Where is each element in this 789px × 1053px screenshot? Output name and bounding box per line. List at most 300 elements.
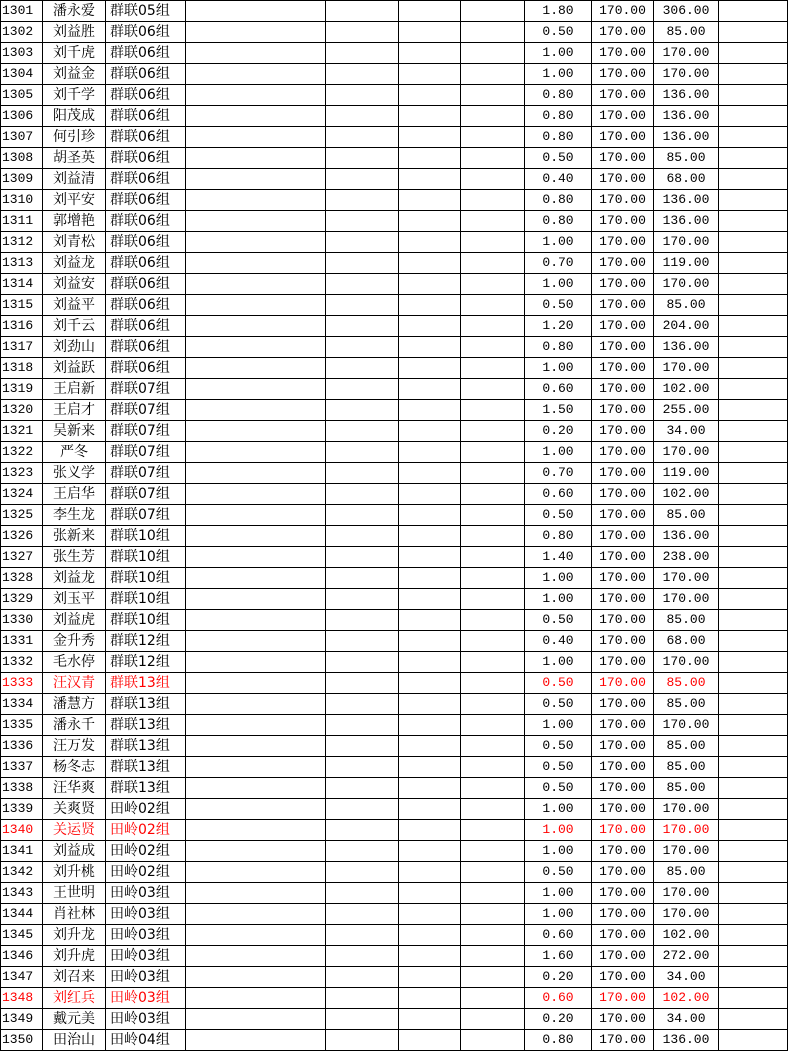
empty-cell — [719, 190, 788, 211]
amount-cell: 170.00 — [654, 652, 719, 673]
village-group-cell: 群联05组 — [106, 1, 186, 22]
empty-cell — [461, 799, 525, 820]
village-group-cell: 群联13组 — [106, 736, 186, 757]
empty-cell — [186, 169, 326, 190]
amount-cell: 85.00 — [654, 295, 719, 316]
empty-cell — [326, 715, 399, 736]
empty-cell — [461, 736, 525, 757]
empty-cell — [461, 211, 525, 232]
empty-cell — [186, 946, 326, 967]
empty-cell — [719, 526, 788, 547]
empty-cell — [186, 316, 326, 337]
empty-cell — [186, 442, 326, 463]
empty-cell — [186, 610, 326, 631]
empty-cell — [461, 1009, 525, 1030]
empty-cell — [326, 925, 399, 946]
empty-cell — [326, 883, 399, 904]
empty-cell — [186, 526, 326, 547]
empty-cell — [186, 127, 326, 148]
empty-cell — [461, 106, 525, 127]
unit-price-cell: 170.00 — [592, 232, 654, 253]
empty-cell — [461, 652, 525, 673]
empty-cell — [399, 862, 461, 883]
table-row — [1, 652, 788, 673]
amount-cell: 238.00 — [654, 547, 719, 568]
unit-price-cell: 170.00 — [592, 1009, 654, 1030]
amount-cell: 85.00 — [654, 862, 719, 883]
empty-cell — [399, 421, 461, 442]
empty-cell — [461, 232, 525, 253]
table-row — [1, 610, 788, 631]
empty-cell — [461, 757, 525, 778]
table-row — [1, 547, 788, 568]
empty-cell — [461, 925, 525, 946]
area-cell: 1.20 — [525, 316, 592, 337]
unit-price-cell: 170.00 — [592, 1030, 654, 1051]
empty-cell — [326, 337, 399, 358]
unit-price-cell: 170.00 — [592, 274, 654, 295]
village-group-cell: 田岭02组 — [106, 820, 186, 841]
person-name-cell: 刘益虎 — [43, 610, 106, 631]
table-row — [1, 400, 788, 421]
empty-cell — [399, 820, 461, 841]
empty-cell — [186, 484, 326, 505]
empty-cell — [186, 1030, 326, 1051]
amount-cell: 170.00 — [654, 43, 719, 64]
empty-cell — [399, 1009, 461, 1030]
empty-cell — [461, 904, 525, 925]
person-name-cell: 郭增艳 — [43, 211, 106, 232]
row-number-cell: 1350 — [1, 1030, 43, 1051]
empty-cell — [719, 337, 788, 358]
person-name-cell: 刘青松 — [43, 232, 106, 253]
empty-cell — [461, 589, 525, 610]
area-cell: 0.20 — [525, 1009, 592, 1030]
amount-cell: 170.00 — [654, 715, 719, 736]
empty-cell — [186, 778, 326, 799]
empty-cell — [186, 631, 326, 652]
area-cell: 0.50 — [525, 862, 592, 883]
table-row — [1, 904, 788, 925]
unit-price-cell: 170.00 — [592, 253, 654, 274]
area-cell: 0.50 — [525, 694, 592, 715]
row-number-cell: 1331 — [1, 631, 43, 652]
empty-cell — [326, 946, 399, 967]
row-number-cell: 1334 — [1, 694, 43, 715]
amount-cell: 102.00 — [654, 988, 719, 1009]
empty-cell — [399, 232, 461, 253]
person-name-cell: 戴元美 — [43, 1009, 106, 1030]
empty-cell — [719, 232, 788, 253]
area-cell: 0.60 — [525, 484, 592, 505]
unit-price-cell: 170.00 — [592, 442, 654, 463]
person-name-cell: 刘益平 — [43, 295, 106, 316]
empty-cell — [186, 925, 326, 946]
person-name-cell: 刘益胜 — [43, 22, 106, 43]
empty-cell — [719, 484, 788, 505]
area-cell: 1.00 — [525, 274, 592, 295]
unit-price-cell: 170.00 — [592, 400, 654, 421]
table-row — [1, 463, 788, 484]
row-number-cell: 1329 — [1, 589, 43, 610]
row-number-cell: 1341 — [1, 841, 43, 862]
row-number-cell: 1335 — [1, 715, 43, 736]
person-name-cell: 刘玉平 — [43, 589, 106, 610]
empty-cell — [186, 421, 326, 442]
empty-cell — [461, 463, 525, 484]
empty-cell — [186, 715, 326, 736]
row-number-cell: 1336 — [1, 736, 43, 757]
table-row — [1, 673, 788, 694]
empty-cell — [186, 253, 326, 274]
unit-price-cell: 170.00 — [592, 85, 654, 106]
table-row — [1, 379, 788, 400]
amount-cell: 85.00 — [654, 673, 719, 694]
village-group-cell: 群联06组 — [106, 316, 186, 337]
empty-cell — [719, 358, 788, 379]
amount-cell: 102.00 — [654, 484, 719, 505]
person-name-cell: 刘益龙 — [43, 568, 106, 589]
person-name-cell: 刘平安 — [43, 190, 106, 211]
village-group-cell: 群联07组 — [106, 505, 186, 526]
empty-cell — [719, 127, 788, 148]
unit-price-cell: 170.00 — [592, 946, 654, 967]
village-group-cell: 田岭04组 — [106, 1030, 186, 1051]
table-row — [1, 253, 788, 274]
empty-cell — [186, 799, 326, 820]
empty-cell — [461, 64, 525, 85]
unit-price-cell: 170.00 — [592, 379, 654, 400]
area-cell: 0.20 — [525, 421, 592, 442]
row-number-cell: 1319 — [1, 379, 43, 400]
empty-cell — [186, 988, 326, 1009]
area-cell: 0.50 — [525, 610, 592, 631]
empty-cell — [399, 43, 461, 64]
area-cell: 0.50 — [525, 22, 592, 43]
village-group-cell: 群联13组 — [106, 715, 186, 736]
empty-cell — [399, 1030, 461, 1051]
village-group-cell: 田岭03组 — [106, 925, 186, 946]
village-group-cell: 田岭03组 — [106, 1009, 186, 1030]
person-name-cell: 关运贤 — [43, 820, 106, 841]
person-name-cell: 刘劲山 — [43, 337, 106, 358]
unit-price-cell: 170.00 — [592, 463, 654, 484]
unit-price-cell: 170.00 — [592, 547, 654, 568]
empty-cell — [399, 736, 461, 757]
empty-cell — [399, 631, 461, 652]
table-row — [1, 946, 788, 967]
amount-cell: 136.00 — [654, 190, 719, 211]
row-number-cell: 1301 — [1, 1, 43, 22]
person-name-cell: 阳茂成 — [43, 106, 106, 127]
area-cell: 0.70 — [525, 253, 592, 274]
row-number-cell: 1343 — [1, 883, 43, 904]
amount-cell: 136.00 — [654, 526, 719, 547]
area-cell: 1.00 — [525, 43, 592, 64]
empty-cell — [399, 169, 461, 190]
empty-cell — [719, 820, 788, 841]
unit-price-cell: 170.00 — [592, 421, 654, 442]
empty-cell — [461, 421, 525, 442]
area-cell: 0.80 — [525, 526, 592, 547]
empty-cell — [719, 568, 788, 589]
empty-cell — [186, 736, 326, 757]
empty-cell — [186, 211, 326, 232]
person-name-cell: 何引珍 — [43, 127, 106, 148]
area-cell: 0.50 — [525, 757, 592, 778]
village-group-cell: 田岭03组 — [106, 883, 186, 904]
person-name-cell: 李生龙 — [43, 505, 106, 526]
row-number-cell: 1323 — [1, 463, 43, 484]
row-number-cell: 1324 — [1, 484, 43, 505]
unit-price-cell: 170.00 — [592, 883, 654, 904]
empty-cell — [326, 736, 399, 757]
row-number-cell: 1325 — [1, 505, 43, 526]
row-number-cell: 1347 — [1, 967, 43, 988]
table-row — [1, 22, 788, 43]
empty-cell — [186, 400, 326, 421]
empty-cell — [719, 253, 788, 274]
person-name-cell: 毛水停 — [43, 652, 106, 673]
village-group-cell: 群联07组 — [106, 442, 186, 463]
person-name-cell: 刘红兵 — [43, 988, 106, 1009]
amount-cell: 170.00 — [654, 568, 719, 589]
village-group-cell: 田岭03组 — [106, 904, 186, 925]
empty-cell — [461, 694, 525, 715]
amount-cell: 306.00 — [654, 1, 719, 22]
empty-cell — [719, 778, 788, 799]
table-body — [1, 1, 788, 1051]
empty-cell — [326, 652, 399, 673]
row-number-cell: 1322 — [1, 442, 43, 463]
row-number-cell: 1344 — [1, 904, 43, 925]
table-row — [1, 337, 788, 358]
village-group-cell: 群联13组 — [106, 694, 186, 715]
village-group-cell: 群联12组 — [106, 631, 186, 652]
empty-cell — [719, 652, 788, 673]
unit-price-cell: 170.00 — [592, 316, 654, 337]
area-cell: 0.80 — [525, 106, 592, 127]
empty-cell — [326, 904, 399, 925]
area-cell: 1.50 — [525, 400, 592, 421]
row-number-cell: 1320 — [1, 400, 43, 421]
area-cell: 1.00 — [525, 883, 592, 904]
person-name-cell: 金升秀 — [43, 631, 106, 652]
empty-cell — [399, 568, 461, 589]
amount-cell: 136.00 — [654, 127, 719, 148]
amount-cell: 102.00 — [654, 925, 719, 946]
area-cell: 0.70 — [525, 463, 592, 484]
empty-cell — [399, 652, 461, 673]
amount-cell: 34.00 — [654, 1009, 719, 1030]
empty-cell — [719, 673, 788, 694]
unit-price-cell: 170.00 — [592, 358, 654, 379]
empty-cell — [186, 547, 326, 568]
table-row — [1, 505, 788, 526]
amount-cell: 85.00 — [654, 757, 719, 778]
empty-cell — [186, 505, 326, 526]
unit-price-cell: 170.00 — [592, 64, 654, 85]
unit-price-cell: 170.00 — [592, 526, 654, 547]
unit-price-cell: 170.00 — [592, 148, 654, 169]
empty-cell — [399, 190, 461, 211]
empty-cell — [326, 379, 399, 400]
person-name-cell: 刘益金 — [43, 64, 106, 85]
row-number-cell: 1337 — [1, 757, 43, 778]
empty-cell — [719, 442, 788, 463]
empty-cell — [719, 505, 788, 526]
person-name-cell: 刘升桃 — [43, 862, 106, 883]
area-cell: 0.60 — [525, 379, 592, 400]
empty-cell — [399, 1, 461, 22]
empty-cell — [399, 442, 461, 463]
empty-cell — [399, 799, 461, 820]
empty-cell — [719, 799, 788, 820]
empty-cell — [719, 715, 788, 736]
empty-cell — [399, 925, 461, 946]
empty-cell — [461, 169, 525, 190]
amount-cell: 170.00 — [654, 799, 719, 820]
empty-cell — [326, 610, 399, 631]
unit-price-cell: 170.00 — [592, 841, 654, 862]
empty-cell — [399, 127, 461, 148]
empty-cell — [399, 589, 461, 610]
empty-cell — [399, 841, 461, 862]
area-cell: 0.50 — [525, 673, 592, 694]
unit-price-cell: 170.00 — [592, 190, 654, 211]
empty-cell — [461, 841, 525, 862]
village-group-cell: 群联06组 — [106, 169, 186, 190]
empty-cell — [719, 694, 788, 715]
empty-cell — [186, 652, 326, 673]
amount-cell: 68.00 — [654, 169, 719, 190]
village-group-cell: 田岭02组 — [106, 841, 186, 862]
unit-price-cell: 170.00 — [592, 211, 654, 232]
amount-cell: 85.00 — [654, 778, 719, 799]
village-group-cell: 群联07组 — [106, 484, 186, 505]
area-cell: 1.00 — [525, 442, 592, 463]
empty-cell — [326, 85, 399, 106]
area-cell: 0.80 — [525, 211, 592, 232]
person-name-cell: 刘召来 — [43, 967, 106, 988]
person-name-cell: 田治山 — [43, 1030, 106, 1051]
amount-cell: 136.00 — [654, 106, 719, 127]
area-cell: 1.00 — [525, 358, 592, 379]
person-name-cell: 王世明 — [43, 883, 106, 904]
row-number-cell: 1330 — [1, 610, 43, 631]
area-cell: 0.50 — [525, 736, 592, 757]
row-number-cell: 1306 — [1, 106, 43, 127]
empty-cell — [719, 1, 788, 22]
empty-cell — [719, 967, 788, 988]
table-row — [1, 883, 788, 904]
amount-cell: 85.00 — [654, 22, 719, 43]
area-cell: 1.80 — [525, 1, 592, 22]
empty-cell — [186, 694, 326, 715]
village-group-cell: 群联06组 — [106, 253, 186, 274]
area-cell: 0.80 — [525, 190, 592, 211]
person-name-cell: 刘益成 — [43, 841, 106, 862]
village-group-cell: 田岭03组 — [106, 988, 186, 1009]
unit-price-cell: 170.00 — [592, 484, 654, 505]
empty-cell — [186, 463, 326, 484]
unit-price-cell: 170.00 — [592, 631, 654, 652]
area-cell: 1.60 — [525, 946, 592, 967]
empty-cell — [461, 1, 525, 22]
table-row — [1, 358, 788, 379]
empty-cell — [719, 925, 788, 946]
empty-cell — [186, 232, 326, 253]
table-row — [1, 211, 788, 232]
village-group-cell: 群联06组 — [106, 211, 186, 232]
village-group-cell: 群联12组 — [106, 652, 186, 673]
table-row — [1, 862, 788, 883]
empty-cell — [186, 841, 326, 862]
row-number-cell: 1316 — [1, 316, 43, 337]
unit-price-cell: 170.00 — [592, 1, 654, 22]
empty-cell — [326, 568, 399, 589]
person-name-cell: 张新来 — [43, 526, 106, 547]
empty-cell — [399, 316, 461, 337]
empty-cell — [461, 484, 525, 505]
empty-cell — [326, 673, 399, 694]
empty-cell — [399, 757, 461, 778]
empty-cell — [461, 400, 525, 421]
table-row — [1, 925, 788, 946]
person-name-cell: 刘益龙 — [43, 253, 106, 274]
empty-cell — [461, 379, 525, 400]
empty-cell — [719, 757, 788, 778]
village-group-cell: 群联06组 — [106, 274, 186, 295]
empty-cell — [399, 610, 461, 631]
empty-cell — [186, 1, 326, 22]
village-group-cell: 群联13组 — [106, 757, 186, 778]
unit-price-cell: 170.00 — [592, 904, 654, 925]
empty-cell — [399, 463, 461, 484]
empty-cell — [186, 967, 326, 988]
empty-cell — [186, 757, 326, 778]
table-row — [1, 274, 788, 295]
empty-cell — [186, 106, 326, 127]
person-name-cell: 刘益清 — [43, 169, 106, 190]
empty-cell — [326, 421, 399, 442]
person-name-cell: 潘永爱 — [43, 1, 106, 22]
empty-cell — [719, 631, 788, 652]
empty-cell — [186, 589, 326, 610]
area-cell: 0.50 — [525, 778, 592, 799]
empty-cell — [186, 22, 326, 43]
empty-cell — [399, 358, 461, 379]
empty-cell — [461, 127, 525, 148]
table-row — [1, 1, 788, 22]
empty-cell — [186, 43, 326, 64]
amount-cell: 119.00 — [654, 253, 719, 274]
unit-price-cell: 170.00 — [592, 988, 654, 1009]
person-name-cell: 王启新 — [43, 379, 106, 400]
empty-cell — [326, 442, 399, 463]
empty-cell — [399, 337, 461, 358]
empty-cell — [719, 169, 788, 190]
empty-cell — [399, 253, 461, 274]
empty-cell — [461, 988, 525, 1009]
empty-cell — [326, 1030, 399, 1051]
amount-cell: 136.00 — [654, 337, 719, 358]
village-group-cell: 群联06组 — [106, 85, 186, 106]
empty-cell — [461, 190, 525, 211]
empty-cell — [461, 1030, 525, 1051]
empty-cell — [719, 379, 788, 400]
empty-cell — [719, 148, 788, 169]
